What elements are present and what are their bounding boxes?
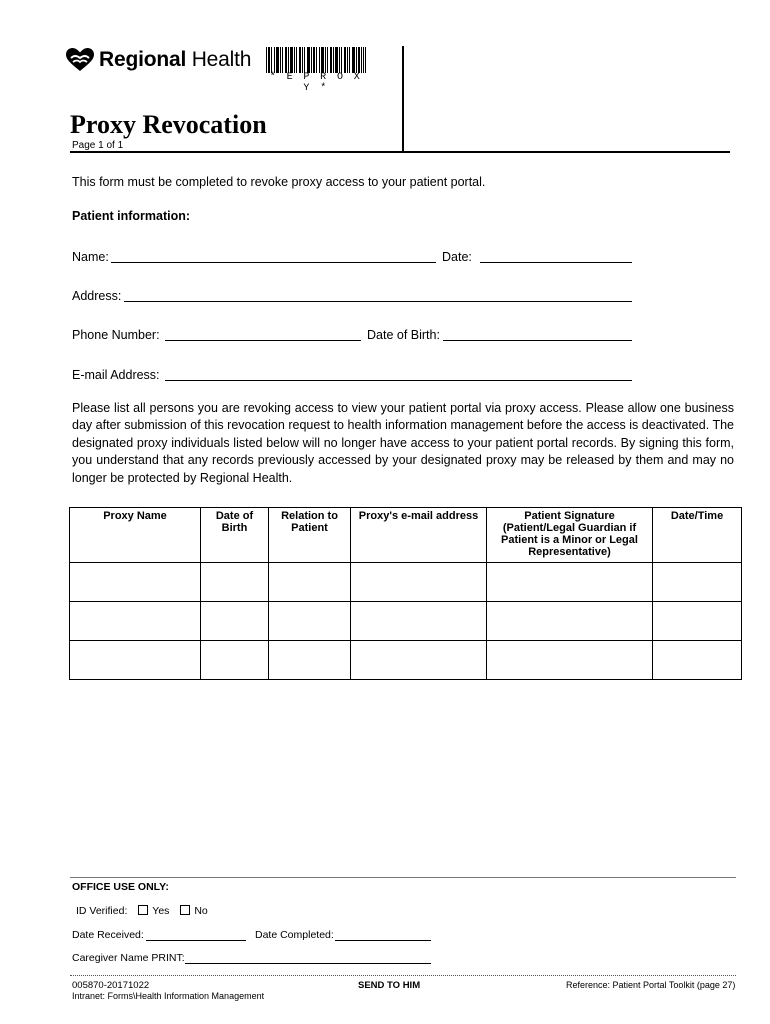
yes-checkbox[interactable] bbox=[138, 905, 148, 915]
col-proxy-name: Proxy Name bbox=[70, 508, 201, 563]
date-completed-field[interactable] bbox=[335, 940, 431, 941]
table-cell[interactable] bbox=[487, 563, 653, 602]
footer-divider bbox=[70, 975, 736, 976]
table-cell[interactable] bbox=[201, 563, 269, 602]
id-verified-label: ID Verified: bbox=[76, 905, 128, 917]
name-label: Name: bbox=[72, 250, 109, 264]
dob-field[interactable] bbox=[443, 340, 632, 341]
reference-text: Reference: Patient Portal Toolkit (page 27) bbox=[566, 980, 736, 990]
table-cell[interactable] bbox=[487, 641, 653, 680]
table-cell[interactable] bbox=[70, 563, 201, 602]
name-field[interactable] bbox=[111, 262, 436, 263]
email-label: E-mail Address: bbox=[72, 368, 160, 382]
date-received-field[interactable] bbox=[146, 940, 246, 941]
no-label: No bbox=[194, 905, 208, 917]
intro-text: This form must be completed to revoke proxy access to your patient portal. bbox=[72, 175, 486, 189]
heart-hands-icon bbox=[66, 48, 94, 72]
table-cell[interactable] bbox=[653, 563, 742, 602]
yes-label: Yes bbox=[152, 905, 170, 917]
date-field[interactable] bbox=[480, 262, 632, 263]
table-cell[interactable] bbox=[351, 602, 487, 641]
date-label: Date: bbox=[442, 250, 472, 264]
office-use-heading: OFFICE USE ONLY: bbox=[72, 881, 169, 893]
form-number: 005870-20171022 bbox=[72, 980, 150, 991]
col-patient-signature: Patient Signature (Patient/Legal Guardian if Patient is a Minor or Legal Representative) bbox=[487, 508, 653, 563]
proxy-table bbox=[69, 507, 742, 680]
caregiver-label: Caregiver Name PRINT: bbox=[72, 952, 185, 964]
table-cell[interactable] bbox=[269, 641, 351, 680]
table-row bbox=[70, 563, 742, 602]
table-cell[interactable] bbox=[653, 602, 742, 641]
regional-health-logo bbox=[66, 48, 251, 72]
logo-word-health: Health bbox=[191, 48, 252, 71]
address-label: Address: bbox=[72, 289, 122, 303]
table-cell[interactable] bbox=[269, 602, 351, 641]
date-received-label: Date Received: bbox=[72, 929, 144, 941]
address-field[interactable] bbox=[124, 301, 632, 302]
table-cell[interactable] bbox=[201, 641, 269, 680]
id-verified-row bbox=[76, 905, 208, 917]
barcode bbox=[266, 47, 366, 73]
phone-field[interactable] bbox=[165, 340, 361, 341]
page-title: Proxy Revocation bbox=[70, 110, 267, 139]
office-divider bbox=[70, 877, 736, 878]
col-date-of-birth: Date of Birth bbox=[201, 508, 269, 563]
phone-label: Phone Number: bbox=[72, 328, 160, 342]
header-horizontal-rule bbox=[70, 151, 730, 153]
email-field[interactable] bbox=[165, 380, 632, 381]
table-cell[interactable] bbox=[70, 602, 201, 641]
caregiver-field[interactable] bbox=[185, 963, 431, 964]
logo-word-regional: Regional bbox=[99, 48, 187, 71]
table-cell[interactable] bbox=[351, 641, 487, 680]
col-relation: Relation to Patient bbox=[269, 508, 351, 563]
date-completed-label: Date Completed: bbox=[255, 929, 334, 941]
table-row bbox=[70, 602, 742, 641]
table-cell[interactable] bbox=[70, 641, 201, 680]
page-number: Page 1 of 1 bbox=[72, 140, 124, 151]
table-cell[interactable] bbox=[201, 602, 269, 641]
dob-label: Date of Birth: bbox=[367, 328, 440, 342]
col-date-time: Date/Time bbox=[653, 508, 742, 563]
col-proxy-email: Proxy's e-mail address bbox=[351, 508, 487, 563]
barcode-caption: * E P R O X Y * bbox=[269, 72, 363, 94]
header-vertical-rule bbox=[402, 46, 404, 152]
revocation-paragraph: Please list all persons you are revoking access to view your patient portal via proxy access. Please allow one business day after submission of this revocation request to health information management before the access is deactivated. The designated proxy individuals listed below will no longer have access to your patient portal records. By signing this form, you understand that any records previously accessed by your designated proxy may be released by them and may no longer be protected by Regional Health. bbox=[72, 401, 734, 485]
table-cell[interactable] bbox=[269, 563, 351, 602]
table-cell[interactable] bbox=[351, 563, 487, 602]
table-cell[interactable] bbox=[487, 602, 653, 641]
intranet-path: Intranet: Forms\Health Information Management bbox=[72, 991, 265, 1001]
patient-info-heading: Patient information: bbox=[72, 209, 191, 223]
send-to-him: SEND TO HIM bbox=[358, 980, 421, 991]
table-cell[interactable] bbox=[653, 641, 742, 680]
table-header-row bbox=[70, 508, 742, 563]
table-row bbox=[70, 641, 742, 680]
no-checkbox[interactable] bbox=[180, 905, 190, 915]
